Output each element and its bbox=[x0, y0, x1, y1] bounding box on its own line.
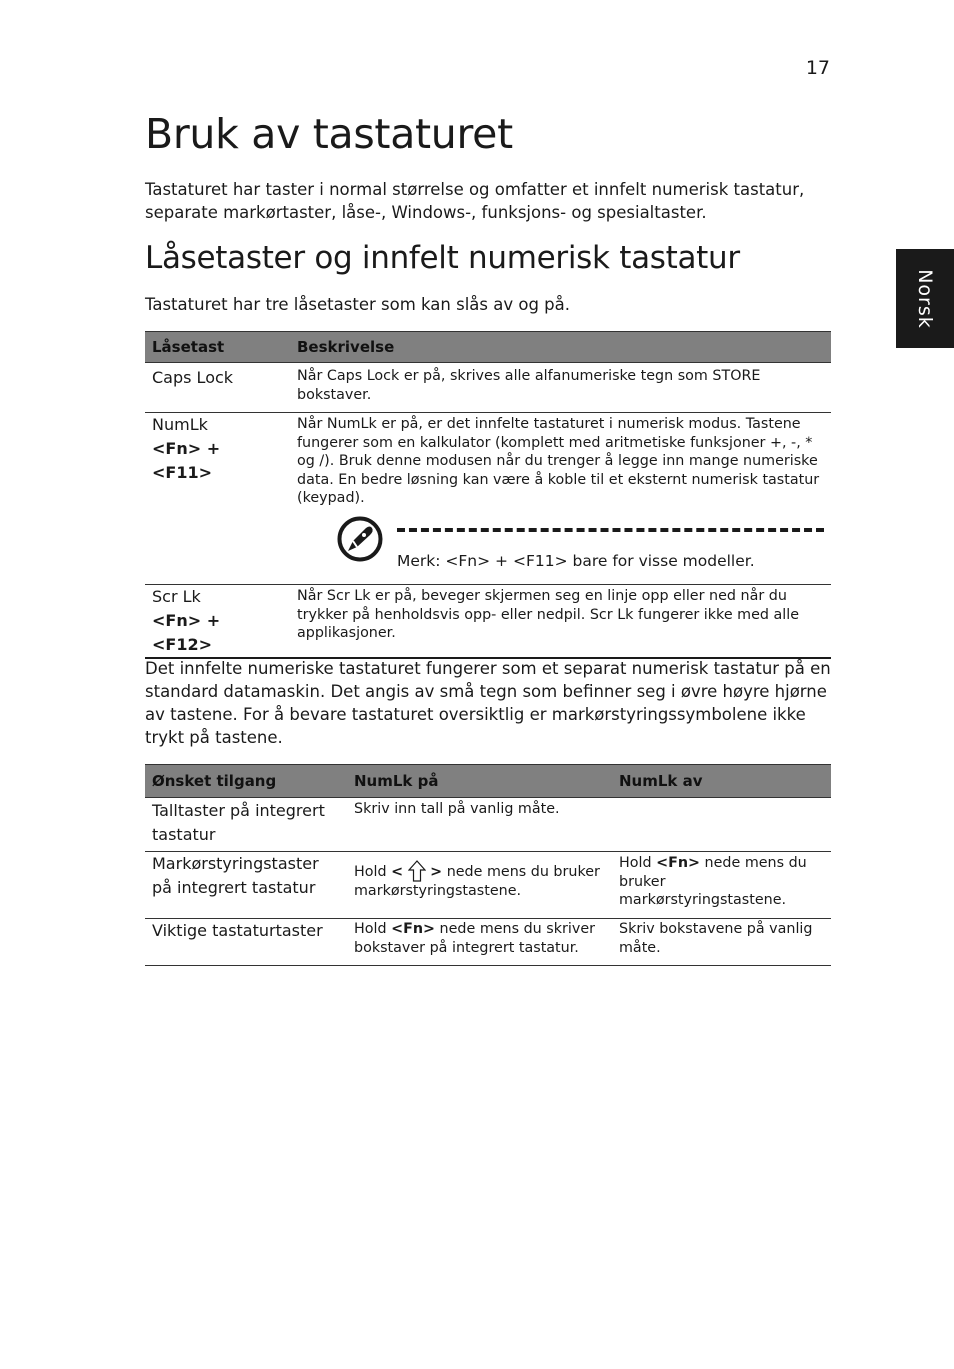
lock-keys-table bbox=[145, 331, 831, 659]
key-symbol: > bbox=[430, 864, 443, 880]
column-header: Ønsket tilgang bbox=[145, 765, 347, 798]
access-label: Talltaster på integrert tastatur bbox=[152, 801, 325, 844]
key-description: Når Scr Lk er på, beveger skjermen seg en linje opp eller ned når du trykker på henholdsvis opp- eller nedpil. Scr Lk fungerer ikke med alle applikasjoner. bbox=[297, 588, 800, 641]
key-name: NumLk bbox=[152, 415, 208, 434]
access-label: Markørstyringstaster på integrert tastatur bbox=[152, 854, 319, 897]
numlk-off-text bbox=[619, 854, 824, 910]
section-heading: Låsetaster og innfelt numerisk tastatur bbox=[145, 240, 740, 276]
shift-arrow-icon bbox=[408, 860, 426, 882]
key-description: Når Caps Lock er på, skrives alle alfanumeriske tegn som STORE bokstaver. bbox=[297, 368, 761, 403]
key-symbol: <Fn> bbox=[391, 921, 435, 937]
table-header-row bbox=[145, 332, 831, 363]
table-row bbox=[145, 363, 831, 413]
section-intro: Tastaturet har tre låsetaster som kan slås av og på. bbox=[145, 295, 570, 314]
text-fragment: nede mens du skriver bokstaver på integrert tastatur. bbox=[354, 921, 595, 956]
text-fragment: Hold bbox=[354, 921, 387, 937]
numeric-keypad-paragraph: Det innfelte numeriske tastaturet fungerer som et separat numerisk tastatur på en standard datamaskin. Det angis av små tegn som befinner seg i øvre høyre hjørne av tastene. For å bevare tastaturet oversiktlig er markørstyringssymbolene ikke trykt på tastene. bbox=[145, 659, 831, 747]
numlk-off-text: Skriv bokstavene på vanlig måte. bbox=[619, 921, 813, 956]
text-fragment: Hold bbox=[354, 864, 387, 880]
numlk-on-text bbox=[354, 860, 605, 901]
note-text: Merk: <Fn> + <F11> bare for visse modeller. bbox=[397, 551, 755, 570]
table-row bbox=[145, 585, 831, 659]
language-tab-label: Norsk bbox=[914, 268, 936, 329]
note-pen-icon bbox=[337, 516, 383, 562]
intro-paragraph: Tastaturet har taster i normal størrelse og omfatter et innfelt numerisk tastatur, separate markørtaster, låse-, Windows-, funksjons- og spesialtaster. bbox=[145, 180, 805, 222]
access-label: Viktige tastaturtaster bbox=[152, 921, 323, 940]
column-header: NumLk av bbox=[612, 765, 831, 798]
note bbox=[297, 516, 824, 570]
key-name: Caps Lock bbox=[152, 368, 234, 387]
numlk-on-text: Skriv inn tall på vanlig måte. bbox=[354, 801, 560, 817]
key-combo: <Fn> + <F12> bbox=[152, 611, 221, 654]
column-header: Beskrivelse bbox=[290, 332, 831, 363]
key-name: Scr Lk bbox=[152, 587, 201, 606]
column-header: NumLk på bbox=[347, 765, 612, 798]
table-row bbox=[145, 919, 831, 966]
table-row bbox=[145, 852, 831, 919]
numlk-on-text bbox=[354, 920, 605, 957]
table-header-row bbox=[145, 765, 831, 798]
key-description: Når NumLk er på, er det innfelte tastaturet i numerisk modus. Tastene fungerer som en kalkulator (komplett med aritmetiske funksjoner +, -, * og /). Bruk denne modusen når du trenger å legge inn mange numeriske data. En bedre løsning kan være å koble til et eksternt numerisk tastatur (keypad). bbox=[297, 416, 820, 506]
text-fragment: nede mens du bruker markørstyringstastene. bbox=[354, 864, 600, 899]
language-tab bbox=[896, 249, 954, 348]
table-row bbox=[145, 798, 831, 852]
note-divider bbox=[397, 528, 824, 532]
key-combo: <Fn> + <F11> bbox=[152, 439, 221, 482]
column-header: Låsetast bbox=[145, 332, 290, 363]
key-symbol: < bbox=[391, 864, 404, 880]
page-title: Bruk av tastaturet bbox=[145, 110, 513, 158]
table-row bbox=[145, 413, 831, 585]
text-fragment: Hold bbox=[619, 855, 652, 871]
page-number: 17 bbox=[805, 57, 830, 79]
key-symbol: <Fn> bbox=[656, 855, 700, 871]
text-fragment: nede mens du bruker markørstyringstastene. bbox=[619, 855, 807, 908]
access-table bbox=[145, 764, 831, 966]
